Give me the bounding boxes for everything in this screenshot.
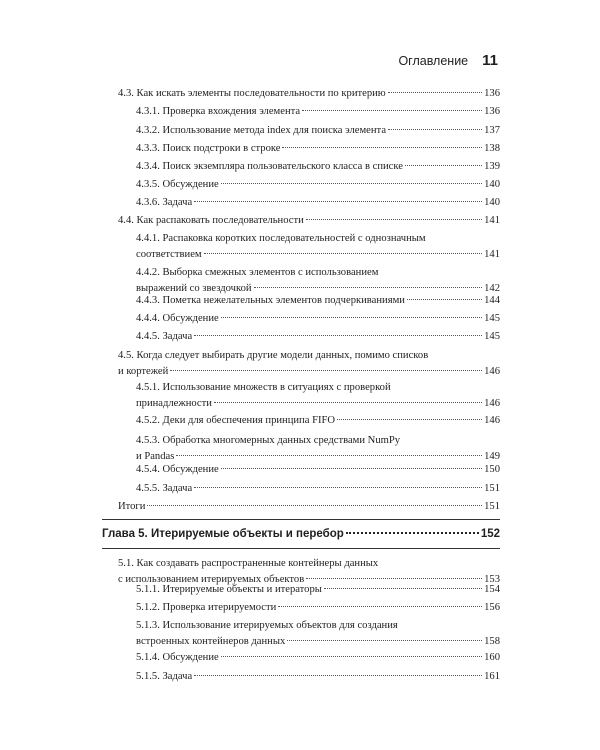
toc-entry-5-1-5[interactable]: [136, 670, 500, 684]
toc-entry-4-3-3[interactable]: [136, 142, 500, 156]
toc-entry-4-4-5[interactable]: [136, 330, 500, 344]
toc-entry-5-1-4[interactable]: [136, 651, 500, 665]
toc-entry-4-5-2[interactable]: [136, 414, 500, 428]
dot-leader: [324, 588, 482, 589]
toc-entry-4-3-2[interactable]: [136, 124, 500, 138]
toc-entry-page: 153: [484, 574, 500, 585]
toc-entry-page: 149: [484, 451, 500, 462]
toc-entry-title: 4.3.5. Обсуждение: [136, 179, 219, 190]
toc-entry-title: 4.4.4. Обсуждение: [136, 313, 219, 324]
toc-entry-page: 139: [484, 161, 500, 172]
toc-entry-title: 5.1.5. Задача: [136, 671, 193, 682]
dot-leader: [176, 455, 482, 456]
toc-entry-4-4-3[interactable]: [136, 294, 500, 308]
toc-entry-title: выражений со звездочкой: [136, 283, 252, 294]
toc-entry-title: 4.3.1. Проверка вхождения элемента: [136, 106, 301, 117]
toc-entry-page: 154: [484, 584, 500, 595]
dot-leader: [287, 640, 482, 641]
toc-entry-page: 161: [484, 671, 500, 682]
toc-entry-title: принадлежности: [136, 398, 212, 409]
toc-entry-page: 138: [484, 143, 500, 154]
toc-entry-page: 144: [484, 295, 500, 306]
toc-entry-4-5[interactable]: [118, 349, 500, 379]
chapter-rule-top: [102, 519, 500, 520]
dot-leader: [221, 468, 482, 469]
toc-entry-title: 4.5.5. Задача: [136, 483, 193, 494]
toc-entry-4-4-2[interactable]: [136, 266, 500, 296]
dot-leader: [306, 219, 482, 220]
dot-leader: [221, 183, 482, 184]
toc-entry-page: 136: [484, 88, 500, 99]
toc-entry-title-line1: 4.5. Когда следует выбирать другие модели данных, помимо списков: [118, 350, 429, 361]
toc-entry-page: 151: [484, 483, 500, 494]
toc-entry-title: 4.3. Как искать элементы последовательности по критерию: [118, 88, 386, 99]
toc-entry-title: 4.4.5. Задача: [136, 331, 193, 342]
dot-leader: [194, 675, 482, 676]
toc-entry-page: 140: [484, 197, 500, 208]
toc-entry-page: 141: [484, 249, 500, 260]
dot-leader: [221, 317, 482, 318]
toc-entry-4-3-6[interactable]: [136, 196, 500, 210]
toc-entry-4-5-4[interactable]: [136, 463, 500, 477]
toc-entry-page: 150: [484, 464, 500, 475]
dot-leader: [214, 402, 482, 403]
dot-leader: [302, 110, 482, 111]
toc-entry-page: 146: [484, 415, 500, 426]
dot-leader: [254, 287, 483, 288]
toc-entry-page: 145: [484, 331, 500, 342]
toc-entry-page: 160: [484, 652, 500, 663]
toc-entry-page: 140: [484, 179, 500, 190]
toc-entry-title: и Pandas: [136, 451, 175, 462]
toc-entry-title-line1: 4.5.1. Использование множеств в ситуациях с проверкой: [136, 382, 391, 393]
toc-entry-4-3-1[interactable]: [136, 105, 500, 119]
toc-entry-page: 145: [484, 313, 500, 324]
toc-entry-title: и кортежей: [118, 366, 169, 377]
dot-leader: [194, 201, 482, 202]
dot-leader: [388, 129, 482, 130]
toc-entry-4-4-1[interactable]: [136, 232, 500, 262]
dot-leader: [337, 419, 482, 420]
running-head-title: Оглавление: [398, 54, 469, 68]
toc-entry-4-4-4[interactable]: [136, 312, 500, 326]
toc-entry-title: 4.3.4. Поиск экземпляра пользовательского класса в списке: [136, 161, 403, 172]
toc-entry-5-1-3[interactable]: [136, 619, 500, 649]
dot-leader: [388, 92, 482, 93]
dot-leader: [278, 606, 482, 607]
toc-entry-5-1-1[interactable]: [136, 583, 500, 597]
dot-leader: [346, 532, 479, 534]
toc-entry-title: 4.3.3. Поиск подстроки в строке: [136, 143, 281, 154]
toc-entry-page: 158: [484, 636, 500, 647]
toc-entry-page: 151: [484, 501, 500, 512]
toc-entry-page: 137: [484, 125, 500, 136]
toc-entry-title: 4.3.2. Использование метода index для поиска элемента: [136, 125, 387, 136]
toc-entry-4-5-3[interactable]: [136, 434, 500, 464]
chapter-rule-bottom: [102, 548, 500, 549]
toc-entry-page: 146: [484, 366, 500, 377]
dot-leader: [282, 147, 482, 148]
toc-entry-title: 4.5.4. Обсуждение: [136, 464, 219, 475]
toc-entry-title-line1: 5.1. Как создавать распространенные контейнеры данных: [118, 558, 379, 569]
chapter-title: Глава 5. Итерируемые объекты и перебор: [102, 528, 344, 540]
toc-entry-page: 146: [484, 398, 500, 409]
toc-entry-5-1-2[interactable]: [136, 601, 500, 615]
dot-leader: [306, 578, 482, 579]
dot-leader: [204, 253, 483, 254]
toc-entry-page: 141: [484, 215, 500, 226]
toc-entry-4-5-1[interactable]: [136, 381, 500, 411]
toc-entry-title: 4.4.3. Пометка нежелательных элементов подчеркиваниями: [136, 295, 405, 306]
page-number: 11: [482, 52, 498, 69]
toc-entry-4-5-5[interactable]: [136, 482, 500, 496]
toc-entry-4-3-4[interactable]: [136, 160, 500, 174]
toc-entry-summary[interactable]: [118, 500, 500, 514]
dot-leader: [170, 370, 482, 371]
toc-entry-4-4[interactable]: [118, 214, 500, 228]
toc-entry-title-line1: 5.1.3. Использование итерируемых объектов для создания: [136, 620, 398, 631]
toc-entry-title-line1: 4.5.3. Обработка многомерных данных средствами NumPy: [136, 435, 401, 446]
toc-entry-title: 4.4. Как распаковать последовательности: [118, 215, 304, 226]
toc-entry-title: 5.1.2. Проверка итерируемости: [136, 602, 277, 613]
toc-entry-title: соответствием: [136, 249, 202, 260]
toc-entry-title: 5.1.1. Итерируемые объекты и итераторы: [136, 584, 322, 595]
toc-entry-4-3-5[interactable]: [136, 178, 500, 192]
toc-entry-title: 4.3.6. Задача: [136, 197, 193, 208]
toc-entry-title: встроенных контейнеров данных: [136, 636, 286, 647]
toc-entry-page: 156: [484, 602, 500, 613]
toc-entry-title: 4.5.2. Деки для обеспечения принципа FIFO: [136, 415, 336, 426]
dot-leader: [194, 487, 482, 488]
dot-leader: [147, 505, 482, 506]
chapter-page: 152: [480, 528, 500, 540]
dot-leader: [405, 165, 482, 166]
toc-entry-title-line1: 4.4.2. Выборка смежных элементов с использованием: [136, 267, 379, 278]
dot-leader: [194, 335, 482, 336]
toc-entry-title: 5.1.4. Обсуждение: [136, 652, 219, 663]
dot-leader: [221, 656, 482, 657]
toc-entry-page: 136: [484, 106, 500, 117]
toc-entry-page: 142: [484, 283, 500, 294]
toc-entry-4-3[interactable]: [118, 87, 500, 101]
toc-entry-title: Итоги: [118, 501, 146, 512]
toc-entry-title: с использованием итерируемых объектов: [118, 574, 305, 585]
toc-entry-title-line1: 4.4.1. Распаковка коротких последовательностей с однозначным: [136, 233, 426, 244]
toc-chapter-5[interactable]: [102, 528, 500, 540]
dot-leader: [407, 299, 482, 300]
